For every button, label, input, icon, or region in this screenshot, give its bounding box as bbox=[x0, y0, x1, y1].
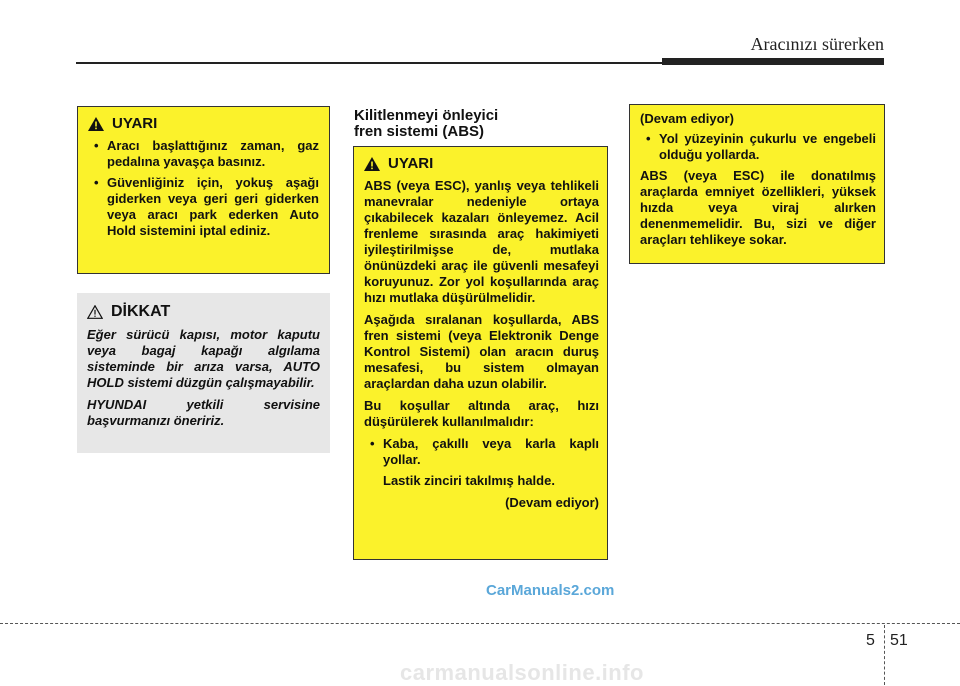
abs-conditions-list bbox=[364, 436, 599, 468]
list-item: • Aracı başlattığınız zaman, gaz pedalına yavaşça basınız. bbox=[88, 138, 319, 170]
caution-heading-text: DİKKAT bbox=[111, 303, 171, 320]
page-header-title: Aracınızı sürerken bbox=[750, 34, 884, 54]
caution-box-auto-hold bbox=[77, 293, 330, 453]
footer-dashed-divider bbox=[884, 625, 885, 685]
continued-label: (Devam ediyor) bbox=[640, 111, 734, 126]
warning-heading-text: UYARI bbox=[388, 155, 434, 172]
warning-heading bbox=[88, 115, 319, 132]
section-title-abs bbox=[354, 108, 498, 140]
warning-heading bbox=[364, 155, 599, 172]
abs-subnote: Lastik zinciri takılmış halde. bbox=[383, 473, 555, 488]
warning-box-abs bbox=[353, 146, 608, 560]
warning-box-continued bbox=[629, 104, 885, 264]
footer-site-watermark: carmanualsonline.info bbox=[400, 660, 644, 685]
page-number: 51 bbox=[890, 632, 908, 649]
list-item: • Yol yüzeyinin çukurlu ve engebeli olduğu yollarda. bbox=[640, 131, 876, 163]
caution-triangle-icon bbox=[87, 305, 103, 319]
section-title-line-1: Kilitlenmeyi önleyici bbox=[354, 107, 499, 124]
continued-label: (Devam ediyor) bbox=[505, 495, 599, 510]
continued-paragraph: ABS (veya ESC) ile donatılmış araçlarda emniyet özellikleri, yüksek hızda veya viraj alırken denenmemelidir. Bu, sizi ve diğer araçları tehlikeye sokar. bbox=[640, 168, 876, 247]
warning-triangle-icon bbox=[364, 157, 380, 171]
abs-paragraph-1: ABS (veya ESC), yanlış veya tehlikeli manevralar nedeniyle ortaya çıkabilecek kazaları önleyemez. Acil frenleme sırasında araç hakimiyeti iyileştirilmişse de, mutlaka önünüzdeki araç ile güvenli mesafeyi koruyunuz. Zor yol koşullarında araç hızı mutlaka düşürülmelidir. bbox=[364, 178, 599, 305]
caution-paragraph: HYUNDAI yetkili servisine başvurmanızı öneririz. bbox=[87, 397, 320, 428]
warning-list bbox=[88, 138, 319, 239]
warning-heading-text: UYARI bbox=[112, 115, 158, 132]
warning-box-auto-hold bbox=[77, 106, 330, 274]
footer-dashed-rule bbox=[0, 623, 960, 624]
caution-heading bbox=[87, 303, 320, 321]
warning-triangle-icon bbox=[88, 117, 104, 131]
header-rule-thin bbox=[76, 62, 662, 64]
page-section-number: 5 bbox=[866, 632, 875, 649]
list-item: • Kaba, çakıllı veya karla kaplı yollar. bbox=[364, 436, 599, 468]
watermark-link[interactable]: CarManuals2.com bbox=[486, 582, 615, 599]
header-rule-thick bbox=[662, 58, 884, 65]
list-item: • Güvenliğiniz için, yokuş aşağı giderken veya geri geri giderken veya aracı park ederken Auto Hold sistemini iptal ediniz. bbox=[88, 175, 319, 239]
caution-paragraph: Eğer sürücü kapısı, motor kaputu veya bagaj kapağı algılama sisteminde bir arıza varsa, AUTO HOLD sistemi düzgün çalışmayabilir. bbox=[87, 327, 320, 390]
abs-paragraph-3: Bu koşullar altında araç, hızı düşürülerek kullanılmalıdır: bbox=[364, 398, 599, 429]
section-title-line-2: fren sistemi (ABS) bbox=[354, 123, 485, 140]
continued-list bbox=[640, 131, 876, 163]
abs-paragraph-2: Aşağıda sıralanan koşullarda, ABS fren sistemi (veya Elektronik Denge Kontrol Sistemi) olan aracın duruş mesafesi, bu sistem olmayan araçlardan daha uzun olabilir. bbox=[364, 312, 599, 391]
